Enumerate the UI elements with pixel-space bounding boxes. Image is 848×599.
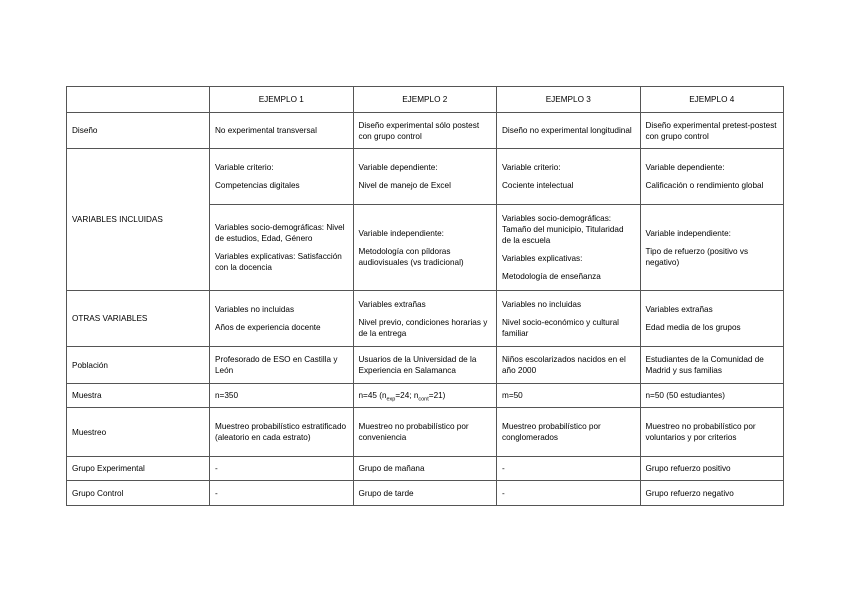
table-cell: No experimental transversal <box>210 113 354 149</box>
cell-heading: Variables no incluidas <box>502 299 582 309</box>
row-label: Muestreo <box>67 408 210 457</box>
table-cell: Diseño experimental sólo postest con grupo control <box>353 113 497 149</box>
table-cell <box>353 149 497 205</box>
table-cell <box>210 291 354 347</box>
row-grupo-control <box>67 481 784 506</box>
table-cell <box>353 384 497 408</box>
table-cell: Muestreo probabilístico estratificado (aleatorio en cada estrato) <box>210 408 354 457</box>
cell-value: Metodología con píldoras audiovisuales (vs tradicional) <box>358 246 464 267</box>
row-muestreo <box>67 408 784 457</box>
table-cell <box>353 205 497 291</box>
table-cell: Niños escolarizados nacidos en el año 2000 <box>497 347 641 384</box>
cell-value: Cociente intelectual <box>502 181 574 190</box>
table-cell: Grupo refuerzo positivo <box>640 457 784 481</box>
table-cell <box>497 149 641 205</box>
table-cell: Usuarios de la Universidad de la Experiencia en Salamanca <box>353 347 497 384</box>
table-cell: - <box>210 457 354 481</box>
table-cell <box>640 291 784 347</box>
table-cell: - <box>497 457 641 481</box>
cell-heading: Variable independiente: <box>358 228 444 238</box>
row-label: OTRAS VARIABLES <box>67 291 210 347</box>
cell-value: Edad media de los grupos <box>645 323 741 332</box>
cell-value: Nivel socio-económico y cultural familiar <box>502 317 619 338</box>
table-cell: - <box>210 481 354 506</box>
subscript-cont: cont <box>418 396 429 403</box>
row-label: Muestra <box>67 384 210 408</box>
table-cell: Grupo de tarde <box>353 481 497 506</box>
table-cell: Muestreo no probabilístico por conveniencia <box>353 408 497 457</box>
sample-text: n=45 (n <box>358 391 387 400</box>
cell-value: Calificación o rendimiento global <box>645 181 764 190</box>
header-row <box>67 87 784 113</box>
row-otras-variables <box>67 291 784 347</box>
table-cell: n=50 (50 estudiantes) <box>640 384 784 408</box>
cell-value: Variables explicativas: Satisfacción con la docencia <box>215 252 342 272</box>
header-ejemplo-4: EJEMPLO 4 <box>640 87 784 113</box>
header-ejemplo-2: EJEMPLO 2 <box>353 87 497 113</box>
cell-heading: Variables extrañas <box>645 305 713 314</box>
sample-text: =21) <box>428 391 446 400</box>
cell-heading: Variables explicativas: <box>502 254 583 263</box>
row-variables-criterio <box>67 149 784 205</box>
table-cell: Muestreo probabilístico por conglomerados <box>497 408 641 457</box>
table-cell: m=50 <box>497 384 641 408</box>
table-cell: Muestreo no probabilístico por voluntarios y por criterios <box>640 408 784 457</box>
cell-heading: Variables extrañas <box>358 299 426 309</box>
row-label: VARIABLES INCLUIDAS <box>67 149 210 291</box>
cell-value: Años de experiencia docente <box>215 323 321 332</box>
header-corner <box>67 87 210 113</box>
cell-heading: Variable dependiente: <box>645 163 725 172</box>
row-label: Grupo Control <box>67 481 210 506</box>
table-cell <box>353 291 497 347</box>
cell-heading: Variable criterio: <box>502 163 561 172</box>
header-ejemplo-3: EJEMPLO 3 <box>497 87 641 113</box>
row-diseno <box>67 113 784 149</box>
cell-value: Tipo de refuerzo (positivo vs negativo) <box>645 246 749 267</box>
cell-heading: Variable independiente: <box>645 228 731 238</box>
cell-heading: Variables socio-demográficas: Nivel de estudios, Edad, Género <box>215 223 345 243</box>
row-grupo-experimental <box>67 457 784 481</box>
row-poblacion <box>67 347 784 384</box>
table-cell: Grupo de mañana <box>353 457 497 481</box>
row-label: Diseño <box>67 113 210 149</box>
subscript-exp: exp <box>386 396 396 403</box>
header-ejemplo-1: EJEMPLO 1 <box>210 87 354 113</box>
table-cell: Diseño no experimental longitudinal <box>497 113 641 149</box>
table-cell: Profesorado de ESO en Castilla y León <box>210 347 354 384</box>
cell-heading: Variable dependiente: <box>358 163 438 172</box>
row-label: Grupo Experimental <box>67 457 210 481</box>
cell-heading: Variable criterio: <box>215 163 274 172</box>
cell-value: Metodología de enseñanza <box>502 272 601 281</box>
cell-value: Nivel previo, condiciones horarias y de la entrega <box>358 317 488 338</box>
table-cell: - <box>497 481 641 506</box>
table-cell: Diseño experimental pretest-postest con grupo control <box>640 113 784 149</box>
cell-value: Nivel de manejo de Excel <box>358 181 451 190</box>
cell-value: Competencias digitales <box>215 181 300 190</box>
table-cell: Grupo refuerzo negativo <box>640 481 784 506</box>
table-cell <box>210 205 354 291</box>
table-cell <box>497 205 641 291</box>
row-muestra <box>67 384 784 408</box>
row-label: Población <box>67 347 210 384</box>
comparison-table <box>66 86 784 506</box>
table-cell <box>640 205 784 291</box>
table-cell <box>210 149 354 205</box>
cell-heading: Variables no incluidas <box>215 305 295 314</box>
cell-heading: Variables socio-demográficas: Tamaño del municipio, Titularidad de la escuela <box>502 214 624 245</box>
table-cell <box>497 291 641 347</box>
sample-text: =24; n <box>395 391 419 400</box>
table-cell: Estudiantes de la Comunidad de Madrid y sus familias <box>640 347 784 384</box>
table-cell <box>640 149 784 205</box>
table-cell: n=350 <box>210 384 354 408</box>
